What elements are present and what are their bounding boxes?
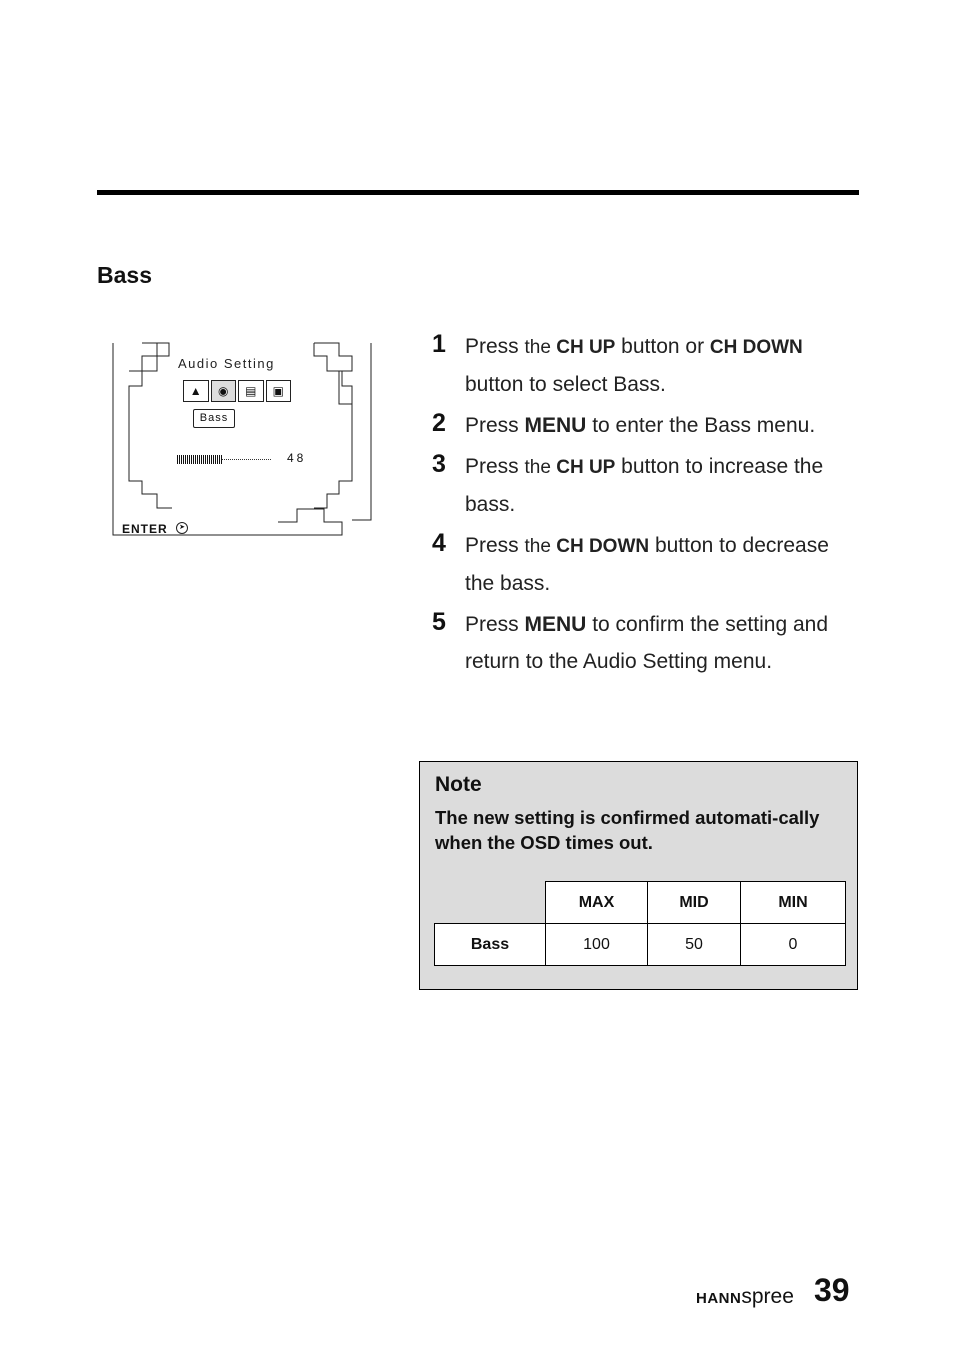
step-3 [432, 448, 852, 523]
osd-frame [112, 342, 372, 538]
section-title: Bass [97, 262, 152, 288]
table-corner [435, 882, 546, 924]
table-header: MAX [546, 882, 648, 924]
osd-icon-row [182, 380, 292, 402]
surround-icon[interactable]: ▣ [266, 380, 292, 402]
step-5 [432, 606, 852, 680]
step-number: 5 [432, 608, 446, 636]
header-rule [97, 190, 859, 195]
step-text: Press MENU to confirm the setting and return to the Audio Setting menu. [465, 613, 828, 673]
table-header: MID [648, 882, 741, 924]
bass-icon[interactable]: ◉ [211, 380, 237, 402]
osd-selected-item: Bass [193, 409, 235, 428]
step-number: 3 [432, 450, 446, 478]
page-number: 39 [814, 1272, 850, 1308]
step-text: Press the CH DOWN button to decrease the bass. [465, 534, 829, 595]
osd-enter-label: ENTER [122, 522, 168, 536]
osd-level-value: 48 [287, 451, 307, 465]
instruction-steps [432, 328, 852, 684]
note-body: The new setting is confirmed automati-cally when the OSD times out. [435, 807, 820, 853]
step-4 [432, 527, 852, 602]
table-header-row [435, 882, 846, 924]
bass-range-table [434, 881, 846, 966]
speaker-wave-icon[interactable]: ▲ [183, 380, 209, 402]
table-row-label: Bass [435, 924, 546, 966]
table-row [435, 924, 846, 966]
step-number: 4 [432, 529, 446, 557]
osd-level-track [222, 459, 271, 461]
brand-logo: HANNspree [696, 1285, 794, 1308]
osd-level-fill [177, 455, 222, 464]
step-number: 2 [432, 409, 446, 437]
table-cell: 0 [741, 924, 846, 966]
table-header: MIN [741, 882, 846, 924]
step-number: 1 [432, 330, 446, 358]
step-text: Press MENU to enter the Bass menu. [465, 414, 816, 437]
table-cell: 100 [546, 924, 648, 966]
balance-icon[interactable]: ▤ [238, 380, 264, 402]
osd-title: Audio Setting [178, 356, 275, 371]
step-1 [432, 328, 852, 403]
enter-icon: ➤ [176, 522, 188, 534]
osd-level-bar[interactable] [177, 455, 271, 464]
step-text: Press the CH UP button or CH DOWN button to select Bass. [465, 335, 803, 396]
step-2 [432, 407, 852, 444]
note-title: Note [435, 773, 482, 796]
note-box [419, 761, 858, 990]
table-cell: 50 [648, 924, 741, 966]
step-text: Press the CH UP button to increase the bass. [465, 455, 824, 516]
